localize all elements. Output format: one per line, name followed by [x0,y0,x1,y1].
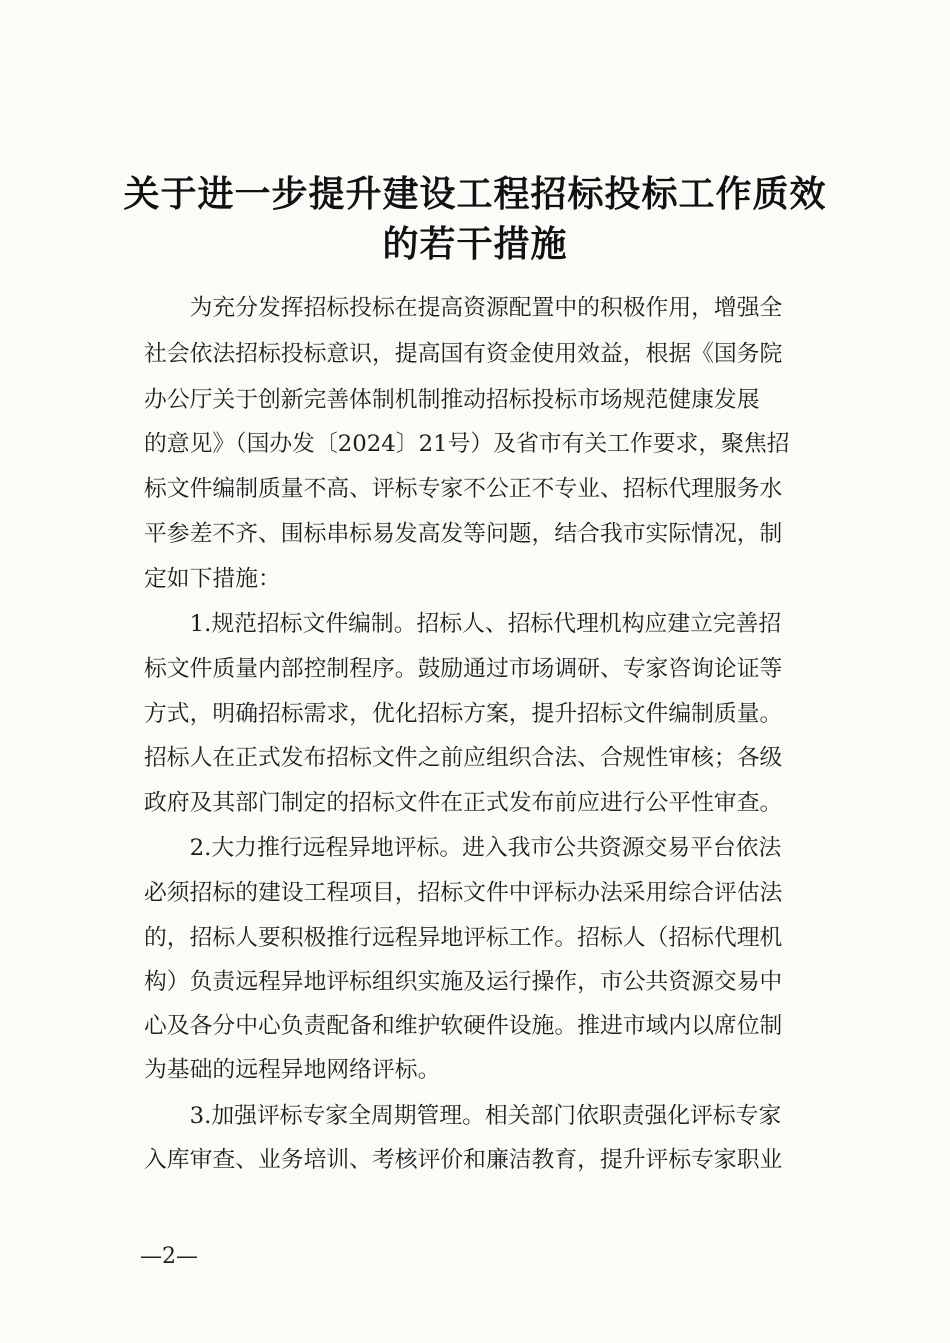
body-text-line: 标文件编制质量不高、评标专家不公正不专业、招标代理服务水 [144,476,783,502]
body-text-line: 办公厅关于创新完善体制机制推动招标投标市场规范健康发展 [144,387,760,413]
body-text-line: 2.大力推行远程异地评标。进入我市公共资源交易平台依法 [144,835,782,861]
body-text-line: 政府及其部门制定的招标文件在正式发布前应进行公平性审查。 [144,790,783,816]
body-text-line: 入库审查、业务培训、考核评价和廉洁教育，提升评标专家职业 [144,1147,783,1173]
body-text-line: 构）负责远程异地评标组织实施及运行操作，市公共资源交易中 [144,969,783,995]
page-number: —2— [140,1244,198,1269]
body-text-line: 3.加强评标专家全周期管理。相关部门依职责强化评标专家 [144,1103,782,1129]
body-text-line: 为基础的远程异地网络评标。 [144,1057,441,1083]
body-text-line: 社会依法招标投标意识，提高国有资金使用效益，根据《国务院 [144,341,783,367]
document-title-line-2: 的若干措施 [382,224,568,265]
body-text-line: 1.规范招标文件编制。招标人、招标代理机构应建立完善招 [144,611,782,637]
body-text-line: 心及各分中心负责配备和维护软硬件设施。推进市域内以席位制 [144,1013,783,1039]
body-text-line: 的意见》（国办发〔2024〕21号）及省市有关工作要求，聚焦招 [144,431,790,457]
body-text-line: 招标人在正式发布招标文件之前应组织合法、合规性审核；各级 [144,745,783,771]
body-text-line: 必须招标的建设工程项目，招标文件中评标办法采用综合评估法 [144,880,783,906]
body-text-line: 方式，明确招标需求，优化招标方案，提升招标文件编制质量。 [144,701,783,727]
body-text-line: 定如下措施： [144,566,281,592]
body-text-line: 为充分发挥招标投标在提高资源配置中的积极作用，增强全 [144,295,783,321]
body-text-line: 标文件质量内部控制程序。鼓励通过市场调研、专家咨询论证等 [144,656,783,682]
body-text-line: 的，招标人要积极推行远程异地评标工作。招标人（招标代理机 [144,925,783,951]
document-title-line-1: 关于进一步提升建设工程招标投标工作质效 [123,174,827,215]
body-text-line: 平参差不齐、围标串标易发高发等问题，结合我市实际情况，制 [144,521,783,547]
